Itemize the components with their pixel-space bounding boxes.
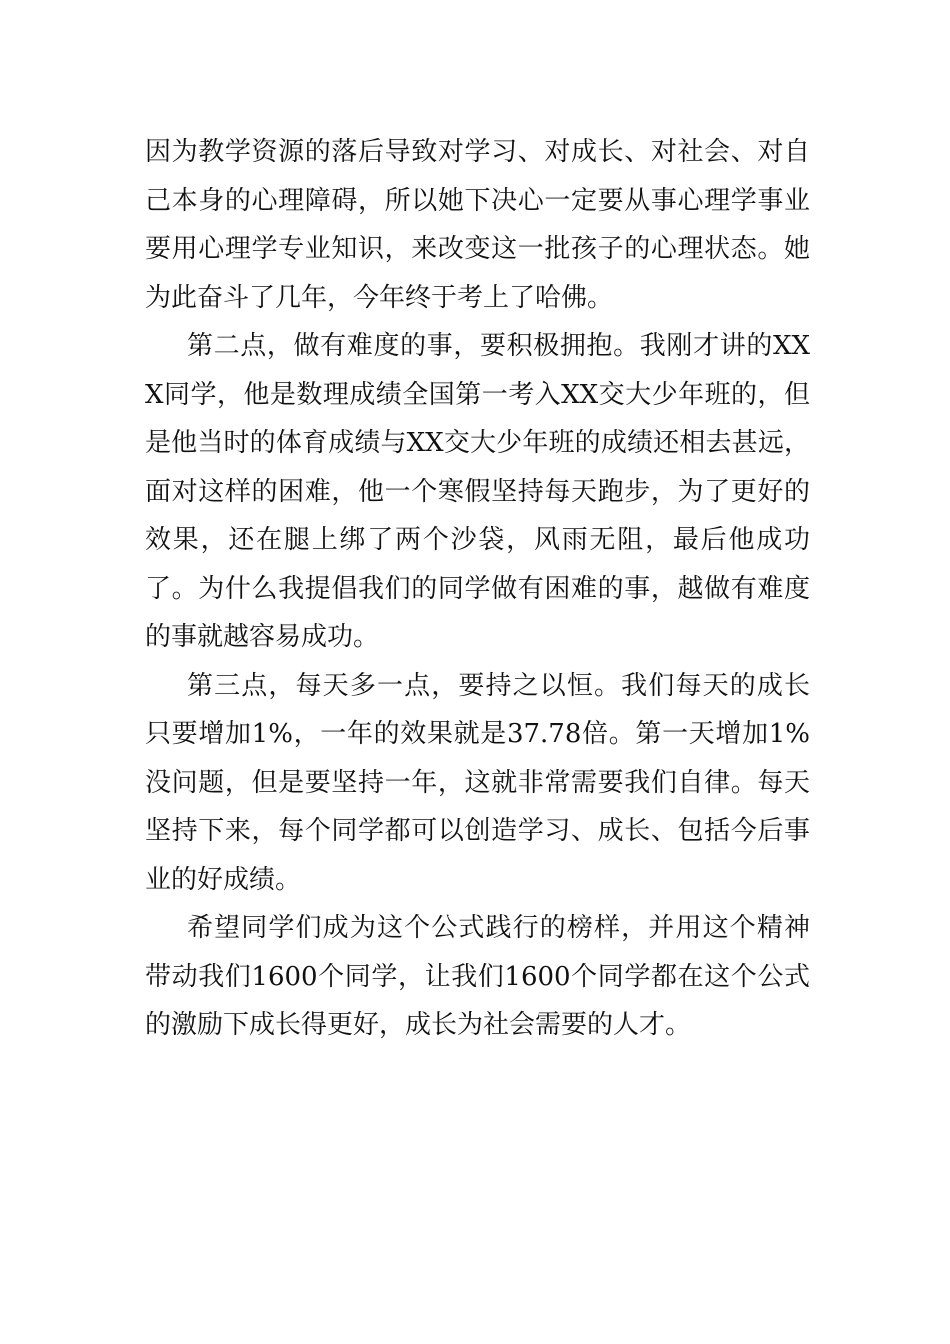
document-body <box>145 128 810 1050</box>
paragraph-1: 因为教学资源的落后导致对学习、对成长、对社会、对自己本身的心理障碍，所以她下决心一定要从事心理学事业要用心理学专业知识，来改变这一批孩子的心理状态。她为此奋斗了几年，今年终于考上了哈佛。 <box>145 137 810 313</box>
paragraph-3: 第三点，每天多一点，要持之以恒。我们每天的成长只要增加1%，一年的效果就是37.78倍。第一天增加1%没问题，但是要坚持一年，这就非常需要我们自律。每天坚持下来，每个同学都可以创造学习、成长、包括今后事业的好成绩。 <box>145 670 810 895</box>
paragraph-4: 希望同学们成为这个公式践行的榜样，并用这个精神带动我们1600个同学，让我们1600个同学都在这个公式的激励下成长得更好，成长为社会需要的人才。 <box>145 913 810 1040</box>
paragraph-2: 第二点，做有难度的事，要积极拥抱。我刚才讲的XXX同学，他是数理成绩全国第一考入XX交大少年班的，但是他当时的体育成绩与XX交大少年班的成绩还相去甚远，面对这样的困难，他一个寒假坚持每天跑步，为了更好的效果，还在腿上绑了两个沙袋，风雨无阻，最后他成功了。为什么我提倡我们的同学做有困难的事，越做有难度的事就越容易成功。 <box>145 331 810 652</box>
